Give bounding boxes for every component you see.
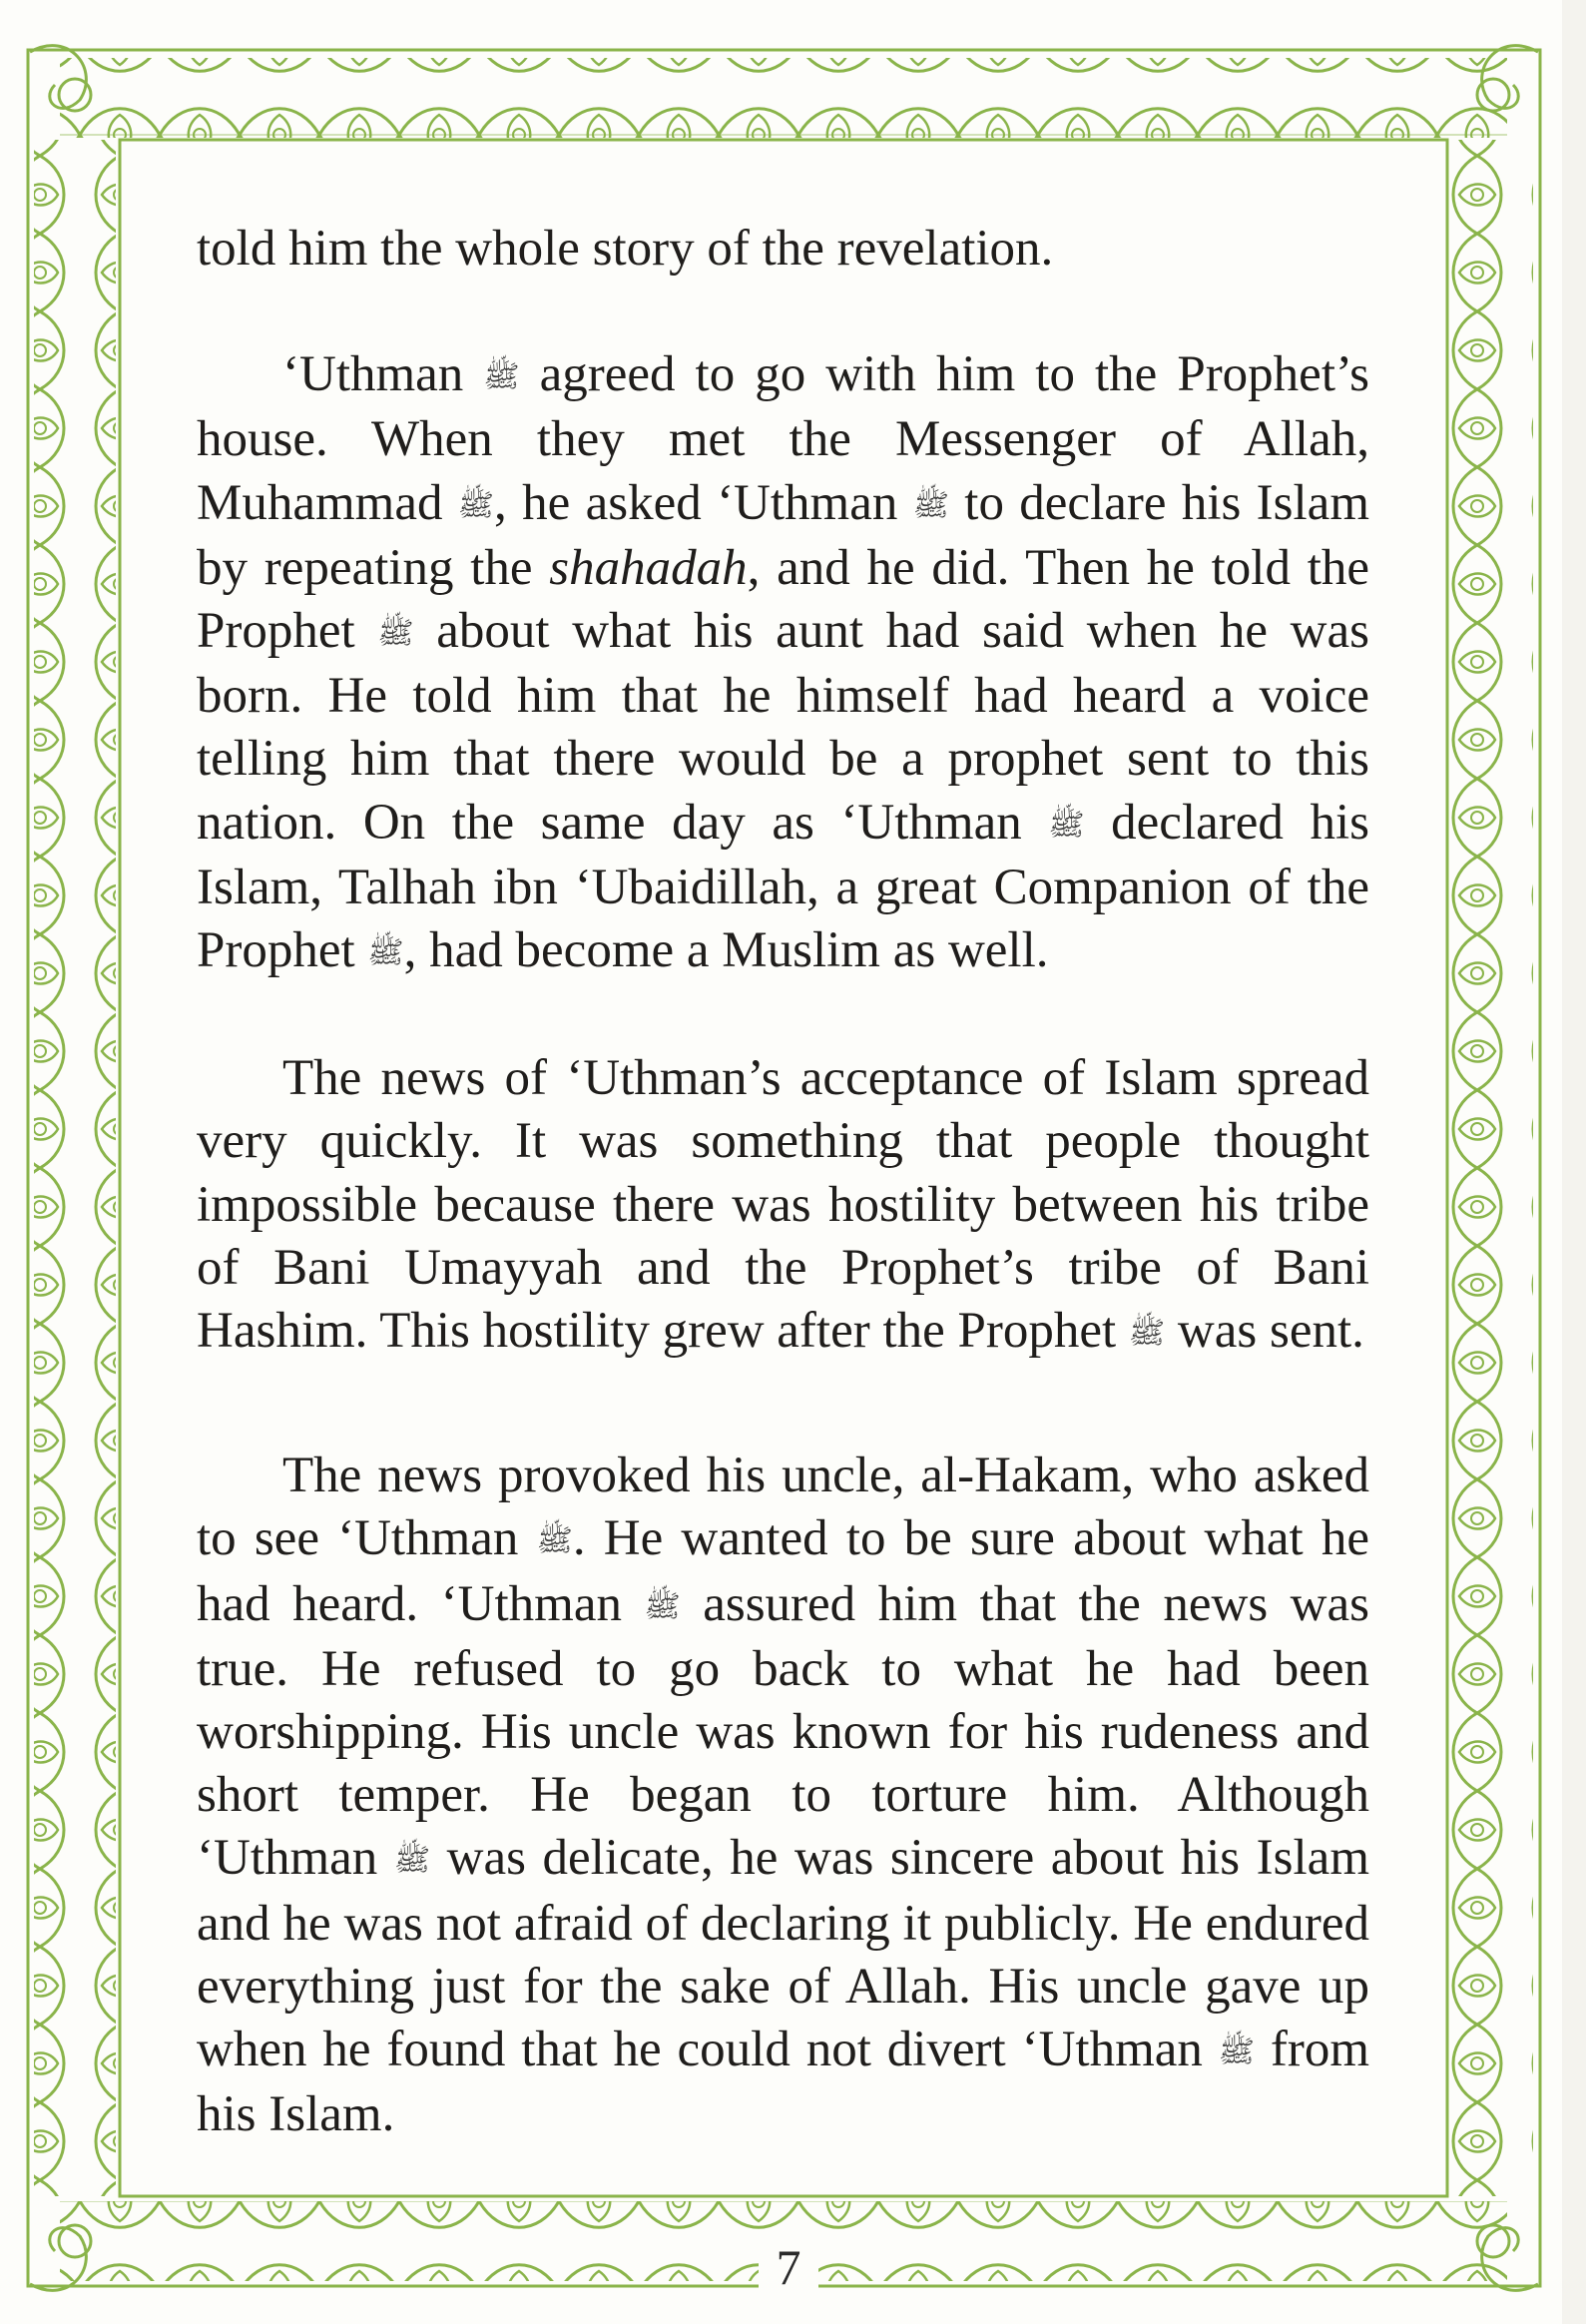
paragraph	[197, 1445, 1369, 2146]
salawat-icon: ﷺ	[377, 616, 414, 652]
text-run: about what his aunt had said when he was born. He told him that he himself had heard a voice telling him that there would be a prophet sent to this nation. On the same day as ‘Uthman	[197, 603, 1369, 851]
radiyallahu-anhu-icon: ﷺ	[483, 359, 520, 395]
radiyallahu-anhu-icon: ﷺ	[393, 1843, 431, 1879]
text-run: The news provoked his uncle, al-Hakam, who asked to see ‘Uthman	[197, 1448, 1369, 1567]
text-run: told him the whole story of the revelation.	[197, 221, 1054, 277]
radiyallahu-anhu-icon: ﷺ	[1218, 2034, 1255, 2070]
text-run: . He wanted to be sure about what he had heard. ‘Uthman	[197, 1510, 1369, 1632]
text-run: ‘Uthman	[282, 346, 484, 403]
paragraph	[197, 343, 1369, 984]
radiyallahu-anhu-icon: ﷺ	[912, 487, 949, 523]
text-run: , he asked ‘Uthman	[494, 474, 913, 531]
page-text	[197, 218, 1369, 2146]
salawat-icon: ﷺ	[457, 487, 495, 523]
paragraph	[197, 1047, 1369, 1365]
paragraph	[197, 218, 1369, 281]
text-run: declared his Islam, Talhah ibn ‘Ubaidillah, a great Companion of the Prophet	[197, 794, 1369, 979]
text-run: , and he did. Then he told the Prophet	[197, 539, 1369, 660]
text-run: The news of ‘Uthman’s acceptance of Islam spread very quickly. It was something that people thought impossible because there was hostility between his tribe of Bani Umayyah and the Prophet’s tribe of Bani Hashim. This hostility grew after the Prophet	[197, 1050, 1369, 1360]
page-number: 7	[759, 2238, 818, 2296]
italic-term: shahadah	[549, 539, 748, 596]
text-run: , had become a Muslim as well.	[403, 922, 1049, 979]
text-run: was sent.	[1165, 1303, 1364, 1360]
text-run: agreed to go with him to the Prophet’s house. When they met the Messenger of Allah, Muhammad	[197, 346, 1370, 531]
text-run: assured him that the news was true. He refused to go back to what he had been worshipping. His uncle was known for his rudeness and short temper. He began to torture him. Although ‘Uthman	[197, 1575, 1369, 1887]
text-run: to declare his Islam by repeating the	[197, 474, 1369, 596]
radiyallahu-anhu-icon: ﷺ	[1048, 807, 1085, 843]
text-run: was delicate, he was sincere about his Islam and he was not afraid of declaring it publicly. He endured everything just for the sake of Allah. His uncle gave up when he found that he could not divert ‘Uthman	[197, 1830, 1369, 2078]
radiyallahu-anhu-icon: ﷺ	[644, 1588, 681, 1624]
text-run: from his Islam.	[197, 2022, 1370, 2143]
salawat-icon: ﷺ	[367, 935, 404, 971]
salawat-icon: ﷺ	[1128, 1316, 1166, 1352]
radiyallahu-anhu-icon: ﷺ	[536, 1523, 573, 1559]
